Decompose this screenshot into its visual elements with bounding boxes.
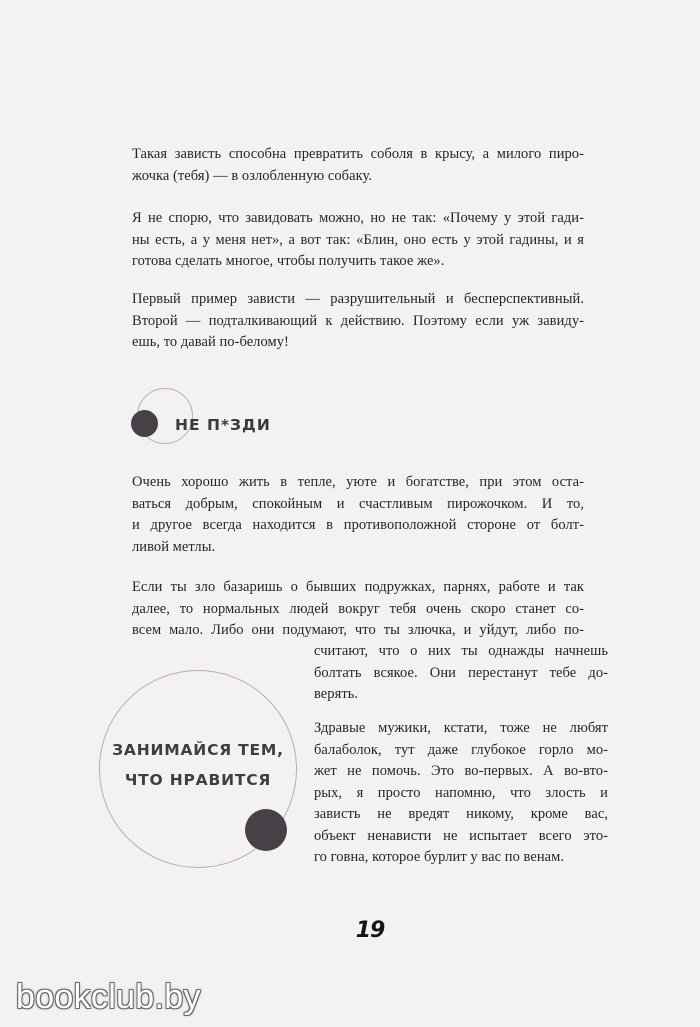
text-line: объект ненависти не испытает всего это- [314,827,608,844]
paragraph-2 [132,208,584,273]
text-line: Очень хорошо жить в тепле, уюте и богатстве, при этом оста- [132,474,584,490]
text-line: Если ты зло базаришь о бывших подружках, парнях, работе и так [132,579,584,595]
text-line: Второй — подталкивающий к действию. Поэтому если уж завиду- [132,312,584,329]
paragraph-5-continued [314,641,608,706]
section-heading-2-line-2: ЧТО НРАВИТСЯ [124,771,272,789]
text-line: го говна, которое бурлит у вас по венам. [314,849,565,865]
text-line: и другое всегда находится в противоположной стороне от болт- [132,517,584,533]
text-line: жочка (тебя) — в озлобленную собаку. [132,167,372,184]
text-line: далее, то нормальных людей вокруг тебя очень скоро станет со- [132,600,584,617]
text-line: ливой метлы. [132,538,216,555]
paragraph-5 [132,577,584,642]
paragraph-6 [314,718,608,869]
paragraph-3 [132,289,584,354]
text-line: Здравые мужики, кстати, тоже не любят [314,720,608,736]
section-heading-1: НЕ П*ЗДИ [175,416,271,434]
paragraph-4 [132,472,584,558]
text-line: Такая зависть способна превратить соболя в крысу, а милого пиро- [132,146,584,162]
text-line: жет не помочь. Это во-первых. А во-вто- [314,763,608,779]
text-line: ешь, то давай по-белому! [132,334,289,350]
text-line: всем мало. Либо они подумают, что ты злючка, и уйдут, либо по- [132,622,584,638]
text-line: верять. [314,686,359,702]
section-heading-2 [98,735,298,795]
text-line: болтать всякое. Они перестанут тебе до- [314,664,608,681]
text-line: готова сделать многое, чтобы получить такое же». [132,253,445,269]
text-line: рых, я просто напомню, что злость и [314,784,608,801]
text-line: ваться добрым, спокойным и счастливым пирожочком. И то, [132,495,584,512]
text-line: ны есть, а у меня нет», а вот так: «Блин, оно есть у этой гадины, и я [132,231,584,248]
text-line: Первый пример зависти — разрушительный и бесперспективный. [132,291,584,307]
text-line: балаболок, тут даже глубокое горло мо- [314,741,608,758]
text-line: считают, что о них ты однажды начнешь [314,643,608,659]
section-heading-2-line-1: ЗАНИМАЙСЯ ТЕМ, [112,741,284,759]
paragraph-1 [132,144,584,187]
page-number: 19 [355,918,385,943]
watermark-logo: bookclub.by [16,978,201,1016]
section-circle-dot [245,809,287,851]
heading-circle-dot [131,410,158,437]
text-line: Я не спорю, что завидовать можно, но не так: «Почему у этой гади- [132,210,584,226]
text-line: зависть не вредят никому, кроме вас, [314,806,608,822]
